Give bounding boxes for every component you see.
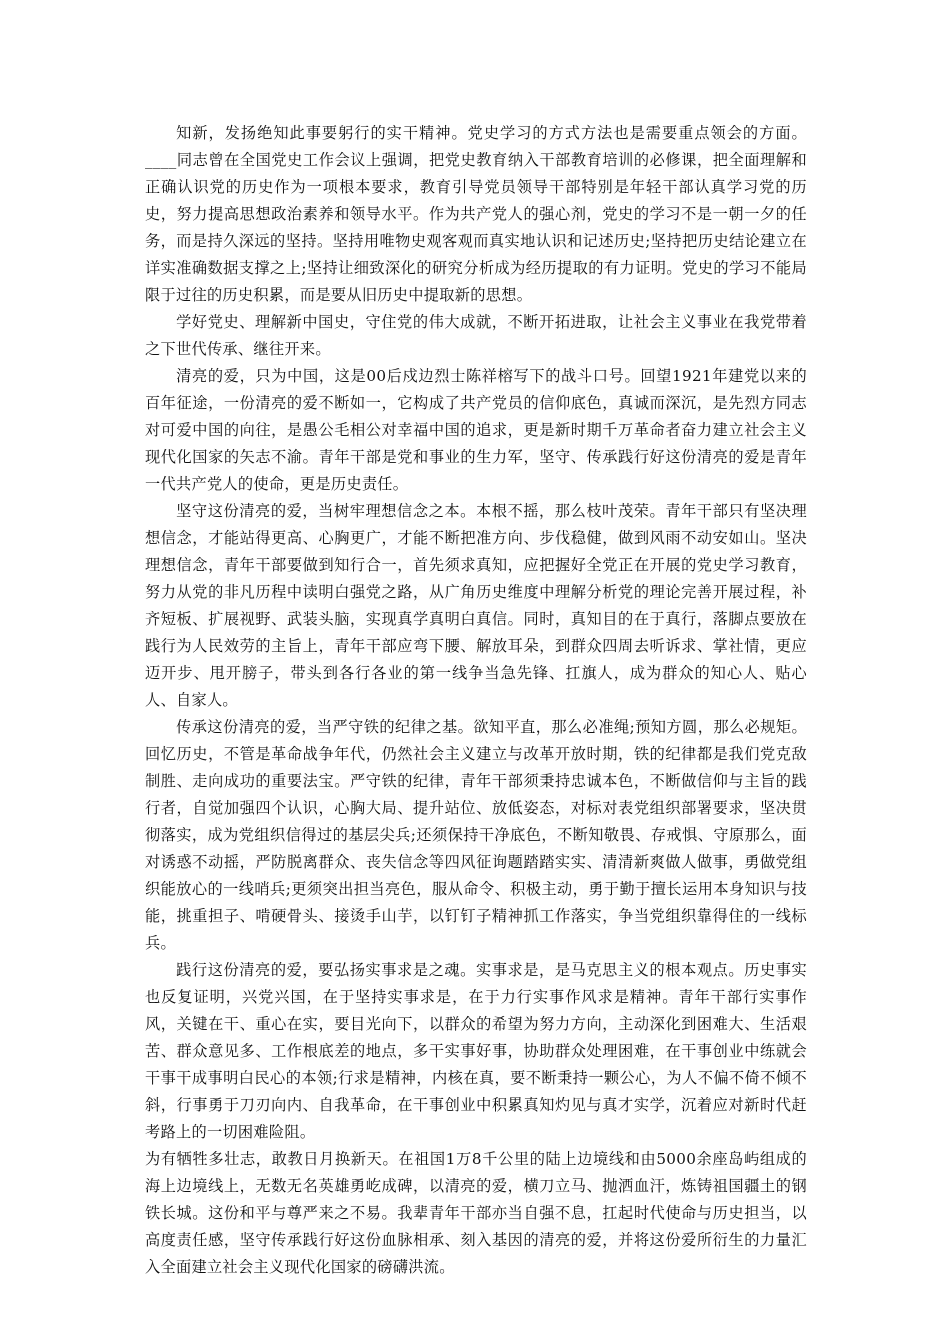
paragraph: 践行这份清亮的爱，要弘扬实事求是之魂。实事求是，是马克思主义的根本观点。历史事实也反复证明，兴党兴国，在于坚持实事求是，在于力行实事作风求是精神。青年干部行实事作风，关键在干、重心在实，要目光向下，以群众的希望为努力方向，主动深化到困难大、生活艰苦、群众意见多、工作根底差的地点，多干实事好事，协助群众处理困难，在干事创业中练就会干事干成事明白民心的本领;行求是精神，内核在真，要不断秉持一颗公心，为人不偏不倚不倾不斜，行事勇于刀刃向内、自我革命，在干事创业中积累真知灼见与真才实学，沉着应对新时代赶考路上的一切困难险阻。 — [145, 961, 807, 1141]
paragraph: 学好党史、理解新中国史，守住党的伟大成就，不断开拓进取，让社会主义事业在我党带着之下世代传承、继往开来。 — [145, 313, 807, 358]
paragraph: 知新，发扬绝知此事要躬行的实干精神。党史学习的方式方法也是需要重点领会的方面。____同志曾在全国党史工作会议上强调，把党史教育纳入干部教育培训的必修课，把全面理解和正确认识党的历史作为一项根本要求，教育引导党员领导干部特别是年轻干部认真学习党的历史，努力提高思想政治素养和领导水平。作为共产党人的强心剂，党史的学习不是一朝一夕的任务，而是持久深远的坚持。坚持用唯物史观客观而真实地认识和记述历史;坚持把历史结论建立在详实准确数据支撑之上;坚持让细致深化的研究分析成为经历提取的有力证明。党史的学习不能局限于过往的历史积累，而是要从旧历史中提取新的思想。 — [145, 124, 807, 304]
paragraph: 坚守这份清亮的爱，当树牢理想信念之本。本根不摇，那么枝叶茂荣。青年干部只有坚决理想信念，才能站得更高、心胸更广，才能不断把准方向、步伐稳健，做到风雨不动安如山。坚决理想信念，青年干部要做到知行合一，首先须求真知，应把握好全党正在开展的党史学习教育，努力从党的非凡历程中读明白强党之路，从广角历史维度中理解分析党的理论完善开展过程，补齐短板、扩展视野、武装头脑，实现真学真明白真信。同时，真知目的在于真行，落脚点要放在践行为人民效劳的主旨上，青年干部应弯下腰、解放耳朵，到群众四周去听诉求、掌社情，更应迈开步、甩开膀子，带头到各行各业的第一线争当急先锋、扛旗人，成为群众的知心人、贴心人、自家人。 — [145, 502, 807, 709]
paragraph: 清亮的爱，只为中国，这是00后戍边烈士陈祥榕写下的战斗口号。回望1921年建党以来的百年征途，一份清亮的爱不断如一，它构成了共产党员的信仰底色，真诚而深沉，是先烈方同志对可爱中国的向往，是愚公毛相公对幸福中国的追求，更是新时期千万革命者奋力建立社会主义现代化国家的矢志不渝。青年干部是党和事业的生力军，坚守、传承践行好这份清亮的爱是青年一代共产党人的使命，更是历史责任。 — [145, 367, 807, 493]
paragraph: 传承这份清亮的爱，当严守铁的纪律之基。欲知平直，那么必准绳;预知方圆，那么必规矩。回忆历史，不管是革命战争年代，仍然社会主义建立与改革开放时期，铁的纪律都是我们党克敌制胜、走向成功的重要法宝。严守铁的纪律，青年干部须秉持忠诚本色，不断做信仰与主旨的践行者，自觉加强四个认识，心胸大局、提升站位、放低姿态，对标对表党组织部署要求，坚决贯彻落实，成为党组织信得过的基层尖兵;还须保持干净底色，不断知敬畏、存戒惧、守原那么，面对诱惑不动摇，严防脱离群众、丧失信念等四风征询题踏踏实实、清清新爽做人做事，勇做党组织能放心的一线哨兵;更须突出担当亮色，服从命令、积极主动，勇于勤于擅长运用本身知识与技能，挑重担子、啃硬骨头、接烫手山芋，以钉钉子精神抓工作落实，争当党组织靠得住的一线标兵。 — [145, 718, 807, 952]
document-body — [145, 120, 807, 1281]
paragraph: 为有牺牲多壮志，敢教日月换新天。在祖国1万8千公里的陆上边境线和由5000余座岛屿组成的海上边境线上，无数无名英雄勇屹成碑，以清亮的爱，横刀立马、抛洒血汗，炼铸祖国疆土的钢铁长城。这份和平与尊严来之不易。我辈青年干部亦当自强不息，扛起时代使命与历史担当，以高度责任感，坚守传承践行好这份血脉相承、刻入基因的清亮的爱，并将这份爱所衍生的力量汇入全面建立社会主义现代化国家的磅礴洪流。 — [145, 1150, 807, 1276]
